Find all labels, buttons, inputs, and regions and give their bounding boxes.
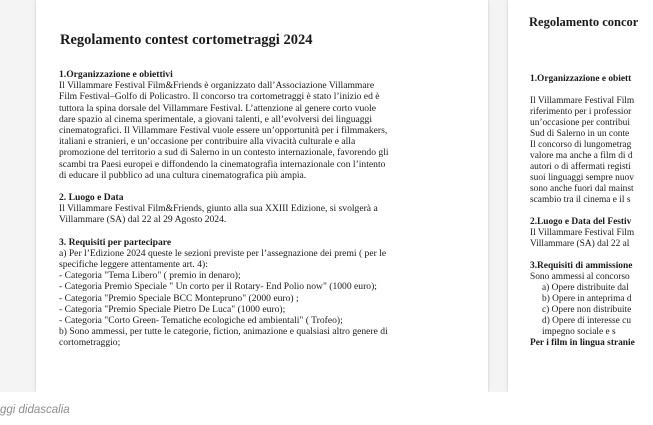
text-line: Il Villammare Festival Film&Friends è organizzato dall’Associazione Villammare bbox=[59, 80, 375, 92]
text-line: Il concorso di lungometrag bbox=[530, 140, 632, 150]
text-line: italiani e stranieri, e un’occasione per contribuire alla vivacità culturale e alla bbox=[59, 136, 356, 148]
text-line: c) Opere non distribuite bbox=[542, 305, 632, 315]
document-page-right bbox=[508, 0, 653, 392]
text-line: b) Opere in anteprima d bbox=[542, 294, 632, 304]
text-line: impegno sociale e s bbox=[542, 327, 616, 337]
text-line: promozione del territorio a sud di Salerno in un contesto internazionale, favorendo gli bbox=[59, 147, 389, 159]
text-line: tuttora la spina dorsale del Villammare Festival. L’attenzione al genere corto vuole bbox=[59, 102, 376, 114]
section-heading: 2. Luogo e Data bbox=[59, 192, 124, 204]
section-heading: 1.Organizzazione e obiett bbox=[530, 74, 632, 84]
image-caption: ggi didascalia bbox=[0, 404, 70, 416]
section-heading: 3. Requisiti per partecipare bbox=[59, 236, 172, 248]
text-line: a) Per l’Edizione 2024 queste le sezioni previste per l’assegnazione dei premi ( per le bbox=[59, 247, 387, 259]
document-page-left bbox=[36, 0, 488, 392]
text-line: cortometraggio; bbox=[59, 337, 121, 349]
text-line: suoi linguaggi sempre nuov bbox=[530, 173, 634, 183]
text-line: Film Festival–Golfo di Policastro. Il concorso tra cortometraggi è stato l’inizio ed è bbox=[59, 91, 380, 103]
text-line: - Categoria "Premio Speciale Pietro De Luca" (1000 euro); bbox=[59, 303, 286, 315]
text-line: un’occasione per contribui bbox=[530, 118, 630, 128]
paragraph-gap bbox=[59, 181, 479, 192]
text-line: scambio tra il cinema e il s bbox=[530, 195, 631, 205]
text-line: cinematografici. Il Villammare Festival vuole essere un’opportunità per i filmmakers, bbox=[59, 125, 388, 137]
text-line: - Categoria "Tema Libero" ( premio in denaro); bbox=[59, 270, 241, 282]
text-line: specifiche leggere attentamente art. 4): bbox=[59, 259, 208, 271]
text-line: Il Villammare Festival Film bbox=[530, 96, 635, 106]
text-line: - Categoria "Corto Green- Tematiche ecologiche ed ambientali" ( Trofeo); bbox=[59, 315, 343, 327]
text-line: sono anche fuori dal mainst bbox=[530, 184, 634, 194]
paragraph-gap bbox=[59, 226, 479, 237]
text-line: - Categoria "Premio Speciale BCC Montepruno" (2000 euro) ; bbox=[59, 292, 299, 304]
document-title-partial: Regolamento concor bbox=[529, 15, 639, 29]
paragraph-gap bbox=[530, 206, 653, 217]
text-line: Il Villammare Festival Film bbox=[530, 228, 635, 238]
text-line: di educare il pubblico ad una cultura cinematografica più ampia. bbox=[59, 169, 307, 181]
text-line: a) Opere distribuite dal bbox=[542, 283, 629, 293]
section-heading: Per i film in lingua stranie bbox=[530, 338, 635, 348]
paragraph-gap bbox=[530, 250, 653, 261]
text-line: Villammare (SA) dal 22 al 29 Agosto 2024. bbox=[59, 214, 227, 226]
document-body bbox=[59, 69, 479, 349]
text-line: dare spazio al cinema sperimentale, a giovani talenti, e all’evolversi dei linguaggi bbox=[59, 113, 373, 125]
text-line: scambi tra Paesi europei e diffondendo la cinematografia internazionale con l’intento bbox=[59, 158, 386, 170]
text-line: Sud di Salerno in un conte bbox=[530, 129, 630, 139]
text-line: riferimento per i professior bbox=[530, 107, 632, 117]
text-line: valore ma anche a film di d bbox=[530, 151, 633, 161]
text-line: b) Sono ammessi, per tutte le categorie, fiction, animazione e qualsiasi altro genere di bbox=[59, 326, 388, 338]
text-line: Villammare (SA) dal 22 al bbox=[530, 239, 630, 249]
text-line: Sono ammessi al concorso bbox=[530, 272, 630, 282]
section-heading: 1.Organizzazione e obiettivi bbox=[59, 69, 173, 80]
paragraph-gap bbox=[530, 85, 653, 96]
text-line: - Categoria Premio Speciale " Un corto per il Rotary- End Polio now" (1000 euro); bbox=[59, 281, 377, 293]
text-line: autori o di affermati registi bbox=[530, 162, 631, 172]
section-heading: 3.Requisiti di ammissione bbox=[530, 261, 633, 271]
document-body-partial bbox=[530, 74, 653, 349]
section-heading: 2.Luogo e Data del Festiv bbox=[530, 217, 632, 227]
document-title: Regolamento contest cortometraggi 2024 bbox=[60, 32, 313, 48]
text-line: d) Opere di interesse cu bbox=[542, 316, 632, 326]
text-line: Il Villammare Festival Film&Friends, giunto alla sua XXIII Edizione, si svolgerà a bbox=[59, 203, 378, 215]
